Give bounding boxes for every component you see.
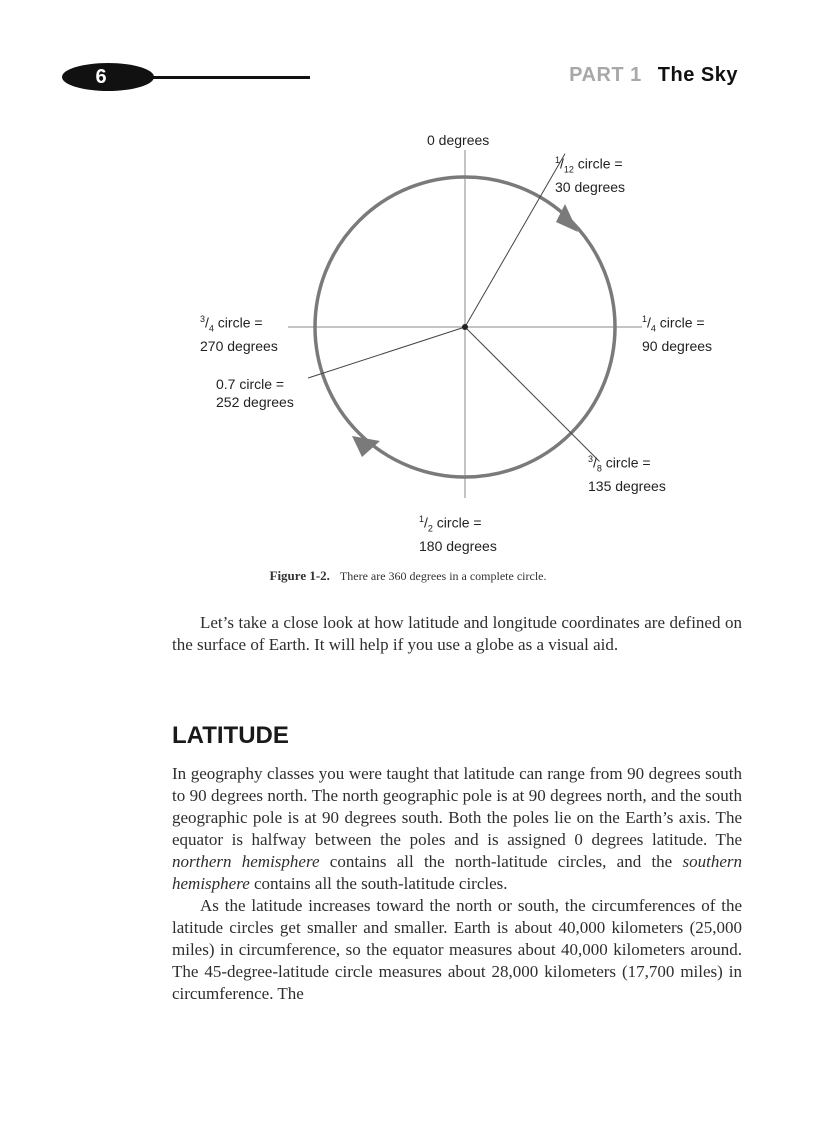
- page-number-badge: 6: [62, 63, 154, 91]
- label-quarter-circle: $^1/_4$ circle = 90 degrees: [642, 314, 713, 355]
- label-twelfth-circle: $^1/_{12}$ circle = 30 degrees: [555, 155, 626, 196]
- caption-text: There are 360 degrees in a complete circle.: [339, 569, 547, 583]
- label-three-eighth-circle: $^3/_8$ circle = 135 degrees: [588, 454, 666, 495]
- header-rule: [140, 76, 310, 79]
- caption-label: Figure 1-2.: [269, 568, 330, 583]
- intro-paragraph: Let’s take a close look at how latitude and longitude coordinates are defined on the surface of Earth. It will help if you use a globe as a visual aid.: [172, 613, 742, 654]
- radius-line-135-degrees: [465, 327, 599, 461]
- radius-line-252-degrees: [308, 327, 465, 378]
- center-dot: [462, 324, 468, 330]
- label-half-circle: $^1/_2$ circle = 180 degrees: [419, 514, 497, 555]
- latitude-paragraph-2: As the latitude increases toward the north or south, the circumferences of the latitude circles get smaller and smaller. Earth is about 40,000 kilometers (25,000 miles) in circumference, so the equator measures about 40,000 kilometers around. The 45-degree-latitude circle measures about 28,000 kilometers (17,700 miles) in circumference. The: [172, 896, 742, 1003]
- label-three-quarter-circle: $^3/_4$ circle = 270 degrees: [200, 314, 278, 355]
- part-label: PART 1: [569, 64, 642, 86]
- latitude-paragraph-1: In geography classes you were taught that latitude can range from 90 degrees south to 90 degrees north. The north geographic pole is at 90 degrees north, and the south geographic pole is at 90 degrees south. Both the poles lie on the Earth’s axis. The equator is halfway between the poles and is assigned 0 degrees latitude. The northern hemisphere contains all the north-latitude circles, and the southern hemisphere contains all the south-latitude circles.: [172, 764, 742, 893]
- radius-line-30-degrees: [465, 154, 565, 327]
- section-heading-latitude: LATITUDE: [172, 722, 289, 749]
- label-0-degrees: 0 degrees: [427, 132, 490, 148]
- term-northern-hemisphere: northern hemisphere: [172, 852, 320, 871]
- degrees-circle-figure: [0, 120, 816, 590]
- part-title: The Sky: [657, 64, 738, 86]
- figure-caption: [0, 568, 816, 584]
- term-southern-hemisphere: southern hemisphere: [172, 852, 742, 893]
- running-head: [569, 64, 738, 87]
- page-header: [0, 0, 816, 110]
- label-point7-circle: 0.7 circle = 252 degrees: [216, 376, 294, 410]
